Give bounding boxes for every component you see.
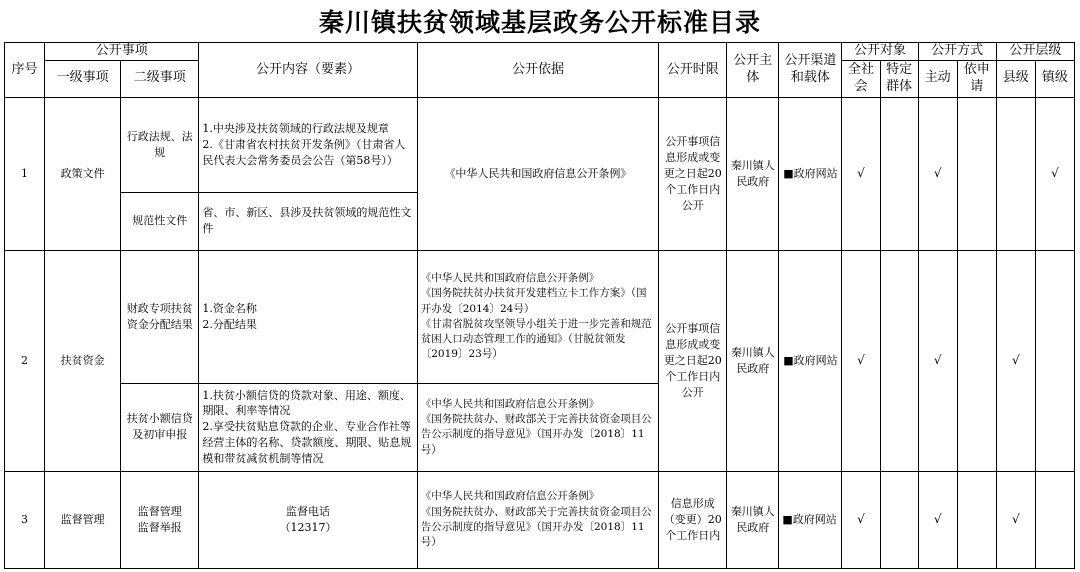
- row3-method-active: √: [918, 471, 957, 568]
- header-level1: 一级事项: [45, 60, 121, 97]
- basis-line: 《国务院扶贫办扶贫开发建档立卡工作方案》（国开办发〔2014〕24号）: [420, 287, 647, 315]
- row2-level2-b: 扶贫小额信贷及初审申报: [121, 383, 199, 471]
- row3-level-county: √: [996, 471, 1035, 568]
- header-content: 公开内容（要素）: [199, 43, 417, 98]
- row2-seq: 2: [5, 250, 45, 471]
- row2-channel: ■政府网站: [779, 250, 842, 471]
- header-basis: 公开依据: [417, 43, 658, 98]
- header-subject: 公开主体: [727, 43, 779, 98]
- header-method-request: 依申请: [957, 60, 996, 97]
- row3-subject: 秦川镇人民政府: [727, 471, 779, 568]
- row3-target-all: √: [842, 471, 880, 568]
- basis-line: 《中华人民共和国政府信息公开条例》: [420, 490, 600, 503]
- row3-time-limit: 信息形成（变更）20个工作日内: [659, 471, 727, 568]
- header-time-limit: 公开时限: [659, 43, 727, 98]
- content-line: 监督电话: [286, 504, 331, 518]
- table-row: [5, 97, 1075, 192]
- content-line: （12317）: [279, 520, 337, 534]
- row3-content: [199, 471, 417, 568]
- row2-level1: 扶贫资金: [45, 250, 121, 471]
- row1-method-request: [957, 97, 996, 250]
- row3-level-town: [1035, 471, 1074, 568]
- basis-line: 《中华人民共和国政府信息公开条例》: [444, 166, 632, 180]
- basis-line: 《国务院扶贫办、财政部关于完善扶贫资金项目公告公示制度的指导意见》（国开办发〔2018〕11号）: [420, 413, 652, 456]
- row3-seq: 3: [5, 471, 45, 568]
- row2-level2-a: 财政专项扶贫资金分配结果: [121, 250, 199, 383]
- content-line: 2.分配结果: [202, 317, 257, 331]
- row1-channel: ■政府网站: [779, 97, 842, 250]
- row1-level2-b: 规范性文件: [121, 192, 199, 250]
- row3-target-specific: [880, 471, 918, 568]
- row2-method-active: √: [918, 250, 957, 471]
- content-line: 2.《甘肃省农村扶贫开发条例》（甘肃省人民代表大会常务委员会公告（第58号））: [202, 137, 406, 167]
- row1-basis: [417, 97, 658, 250]
- content-line: 省、市、新区、县涉及扶贫领域的规范性文件: [202, 206, 412, 236]
- content-line: 1.扶贫小额信贷的贷款对象、用途、额度、期限、利率等情况: [202, 388, 411, 418]
- level2-line: 监督举报: [137, 520, 182, 534]
- basis-line: 《国务院扶贫办、财政部关于完善扶贫资金项目公告公示制度的指导意见》（国开办发〔2018〕11号）: [420, 505, 652, 549]
- header-items-group: 公开事项: [45, 43, 199, 61]
- row2-basis-b: [417, 383, 658, 471]
- header-level2: 二级事项: [121, 60, 199, 97]
- header-seq: 序号: [5, 43, 45, 98]
- row1-content-b: [199, 192, 417, 250]
- row2-method-request: [957, 250, 996, 471]
- row2-subject: 秦川镇人民政府: [727, 250, 779, 471]
- table-row: [5, 250, 1075, 383]
- basis-line: 《中华人民共和国政府信息公开条例》: [420, 397, 600, 410]
- header-channel: 公开渠道和载体: [779, 43, 842, 98]
- row1-level-county: [996, 97, 1035, 250]
- basis-line: 《中华人民共和国政府信息公开条例》: [420, 272, 600, 285]
- header-target-group: 公开对象: [842, 43, 918, 61]
- row2-target-specific: [880, 250, 918, 471]
- table-row: [5, 471, 1075, 568]
- content-line: 1.中央涉及扶贫领域的行政法规及规章: [202, 121, 389, 135]
- row2-level-town: [1035, 250, 1074, 471]
- row1-subject: 秦川镇人民政府: [727, 97, 779, 250]
- basis-line: 《甘肃省脱贫攻坚领导小组关于进一步完善和规范贫困人口动态管理工作的通知》（甘脱贫领发〔2019〕23号）: [420, 317, 652, 361]
- row1-target-all: √: [842, 97, 880, 250]
- row1-level-town: √: [1035, 97, 1074, 250]
- row2-target-all: √: [842, 250, 880, 471]
- row1-level1: 政策文件: [45, 97, 121, 250]
- row1-level2-a: 行政法规、法规: [121, 97, 199, 192]
- row1-seq: 1: [5, 97, 45, 250]
- row3-level1: 监督管理: [45, 471, 121, 568]
- header-target-specific: 特定群体: [880, 60, 918, 97]
- header-row-1: [5, 43, 1075, 61]
- row3-method-request: [957, 471, 996, 568]
- disclosure-catalog-table: [4, 42, 1075, 569]
- header-level-county: 县级: [996, 60, 1035, 97]
- row3-channel: ■政府网站: [779, 471, 842, 568]
- row3-level2: [121, 471, 199, 568]
- header-level-group: 公开层级: [996, 43, 1074, 61]
- header-method-active: 主动: [918, 60, 957, 97]
- level2-line: 监督管理: [137, 504, 182, 518]
- row1-target-specific: [880, 97, 918, 250]
- row1-content-a: [199, 97, 417, 192]
- header-level-town: 镇级: [1035, 60, 1074, 97]
- content-line: 1.资金名称: [202, 301, 257, 315]
- row2-time-limit: 公开事项信息形成或变更之日起20个工作日内公开: [659, 250, 727, 471]
- header-method-group: 公开方式: [918, 43, 996, 61]
- row2-content-b: [199, 383, 417, 471]
- content-line: 2.享受扶贫贴息贷款的企业、专业合作社等经营主体的名称、贷款额度、期限、贴息规模和带贫减贫机制等情况: [202, 420, 412, 466]
- row2-level-county: √: [996, 250, 1035, 471]
- page-title: 秦川镇扶贫领域基层政务公开标准目录: [318, 8, 761, 37]
- row3-basis: [417, 471, 658, 568]
- header-target-all: 全社会: [842, 60, 880, 97]
- row1-method-active: √: [918, 97, 957, 250]
- row2-basis-a: [417, 250, 658, 383]
- row1-time-limit: 公开事项信息形成或变更之日起20个工作日内公开: [659, 97, 727, 250]
- row2-content-a: [199, 250, 417, 383]
